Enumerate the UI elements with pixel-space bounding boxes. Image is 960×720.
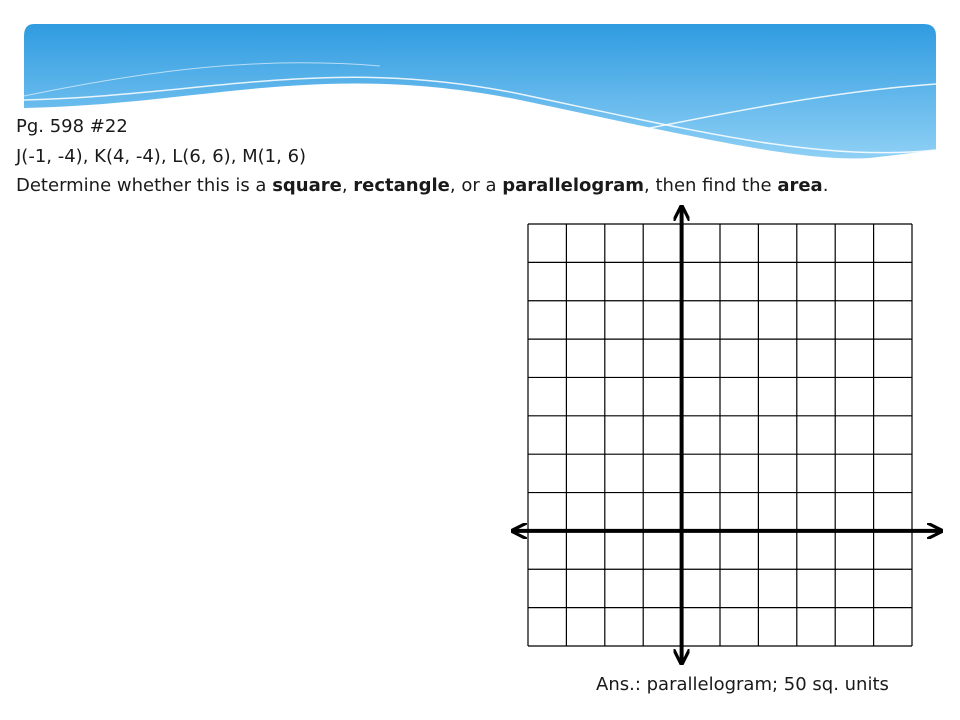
instruction-end: . — [822, 175, 829, 196]
term-area: area — [777, 175, 823, 196]
point-list: J(-1, -4), K(4, -4), L(6, 6), M(1, 6) — [16, 146, 307, 167]
instruction-prefix: Determine whether this is a — [16, 175, 273, 196]
page-reference: Pg. 598 #22 — [16, 116, 128, 137]
answer-text: Ans.: parallelogram; 50 sq. units — [596, 674, 889, 695]
instruction-mid: , then find the — [644, 175, 778, 196]
grid-lines — [528, 224, 912, 646]
instruction-sep-2: , or a — [449, 175, 503, 196]
term-square: square — [272, 175, 342, 196]
instruction-sep-1: , — [341, 175, 354, 196]
term-parallelogram: parallelogram — [502, 175, 645, 196]
term-rectangle: rectangle — [353, 175, 450, 196]
